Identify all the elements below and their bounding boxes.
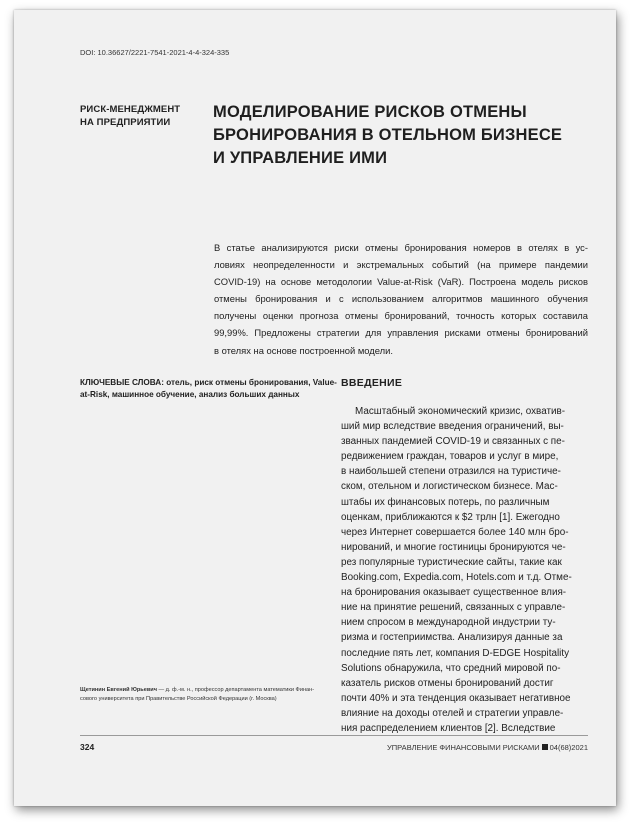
- article-title-line: МОДЕЛИРОВАНИЕ РИСКОВ ОТМЕНЫ: [213, 103, 527, 121]
- body-line: ние на принятие решений, связанных с управле-: [341, 602, 566, 614]
- section-label-line: РИСК-МЕНЕДЖМЕНТ: [80, 104, 181, 115]
- introduction-heading: ВВЕДЕНИЕ: [341, 377, 403, 389]
- article-title: [213, 101, 573, 170]
- author-info: [80, 686, 340, 704]
- body-line: влияние на доходы отелей и стратегии управле-: [341, 707, 564, 719]
- page-number: 324: [80, 742, 95, 752]
- abstract-line: ловиях неопределенности и экстремальных событий (на примере пандемии: [214, 259, 588, 271]
- body-line: Solutions обнаружила, что средний мировой по-: [341, 662, 561, 674]
- abstract-line: получены оценки прогноза отмены бронирований, точность которых составила: [214, 310, 588, 322]
- body-line: штабы их финансовых потерь, по различным: [341, 496, 550, 508]
- author-credentials: — д. ф.-м. н., профессор департамента математики Финан-: [156, 687, 315, 693]
- body-line: на бронирования оказывает существенное влия-: [341, 587, 567, 599]
- keywords: [80, 377, 337, 401]
- journal-footer: [387, 743, 588, 752]
- body-line: почти 40% и эта тенденция оказывает негативное: [341, 692, 571, 704]
- author-name: Щетинин Евгений Юрьевич: [80, 687, 157, 693]
- section-label-line: НА ПРЕДПРИЯТИИ: [80, 117, 171, 128]
- body-line: рез популярные туристические сайты, такие как: [341, 556, 562, 568]
- body-line: через Интернет совершается более 140 млн бро-: [341, 526, 569, 538]
- author-line: [80, 686, 340, 695]
- abstract-line: отмены бронирования и с использованием алгоритмов машинного обучения: [214, 293, 588, 305]
- body-line: оценкам, приближаются к $2 трлн [1]. Ежегодно: [341, 511, 560, 523]
- keywords-line: at-Risk, машинное обучение, анализ больших данных: [80, 390, 300, 399]
- author-affiliation: сового университета при Правительстве Российской Федерации (г. Москва): [80, 696, 277, 702]
- journal-issue: 04(68)2021: [549, 743, 588, 752]
- body-line: ризма и гостеприимства. Анализируя данные за: [341, 632, 563, 644]
- article-title-line: БРОНИРОВАНИЯ В ОТЕЛЬНОМ БИЗНЕСЕ: [213, 126, 563, 144]
- body-line: ском, отельном и логистическом бизнесе. Мас-: [341, 481, 558, 493]
- footer-rule: [80, 735, 588, 736]
- abstract-line: COVID-19) на основе методологии Value-at-Risk (VaR). Построена модель рисков: [214, 276, 588, 288]
- body-line: последние пять лет, компания D-EDGE Hospitality: [341, 647, 570, 659]
- keywords-line: КЛЮЧЕВЫЕ СЛОВА: отель, риск отмены бронирования, Value-: [80, 378, 337, 387]
- square-separator-icon: [542, 744, 548, 750]
- article-title-line: И УПРАВЛЕНИЕ ИМИ: [213, 149, 388, 167]
- body-line: Масштабный экономический кризис, охватив-: [355, 406, 566, 417]
- paper-page: [14, 10, 616, 806]
- section-label: [80, 103, 200, 129]
- body-line: званных пандемией COVID-19 и связанных с пе-: [341, 436, 565, 448]
- abstract-line: 99,99%. Предложены стратегии для управления рисками отмены бронирований: [214, 327, 588, 339]
- body-line: редвижением граждан, товаров и услуг в мире,: [341, 451, 559, 463]
- body-line: Booking.com, Expedia.com, Hotels.com и т.д. Отме-: [341, 572, 572, 584]
- introduction-body: [341, 404, 589, 736]
- doi-line: DOI: 10.36627/2221-7541-2021-4-4-324-335: [80, 48, 230, 57]
- journal-name: УПРАВЛЕНИЕ ФИНАНСОВЫМИ РИСКАМИ: [387, 743, 540, 752]
- body-line: нирований, и многие гостиницы бронируются че-: [341, 541, 566, 553]
- body-line: в наибольшей степени отразился на туристиче-: [341, 466, 561, 478]
- abstract-line: в отелях на основе построенной модели.: [214, 344, 393, 356]
- abstract-line: В статье анализируются риски отмены бронирования номеров в отелях в ус-: [214, 242, 588, 253]
- body-line: ший мир вследствие введения ограничений, вы-: [341, 421, 564, 433]
- body-line: ния распределением клиентов [2]. Вследствие: [341, 722, 556, 734]
- body-line: нием спросом в международной индустрии ту-: [341, 617, 556, 629]
- body-line: казатель рисков отмены бронирований достиг: [341, 677, 554, 689]
- abstract: [214, 239, 588, 359]
